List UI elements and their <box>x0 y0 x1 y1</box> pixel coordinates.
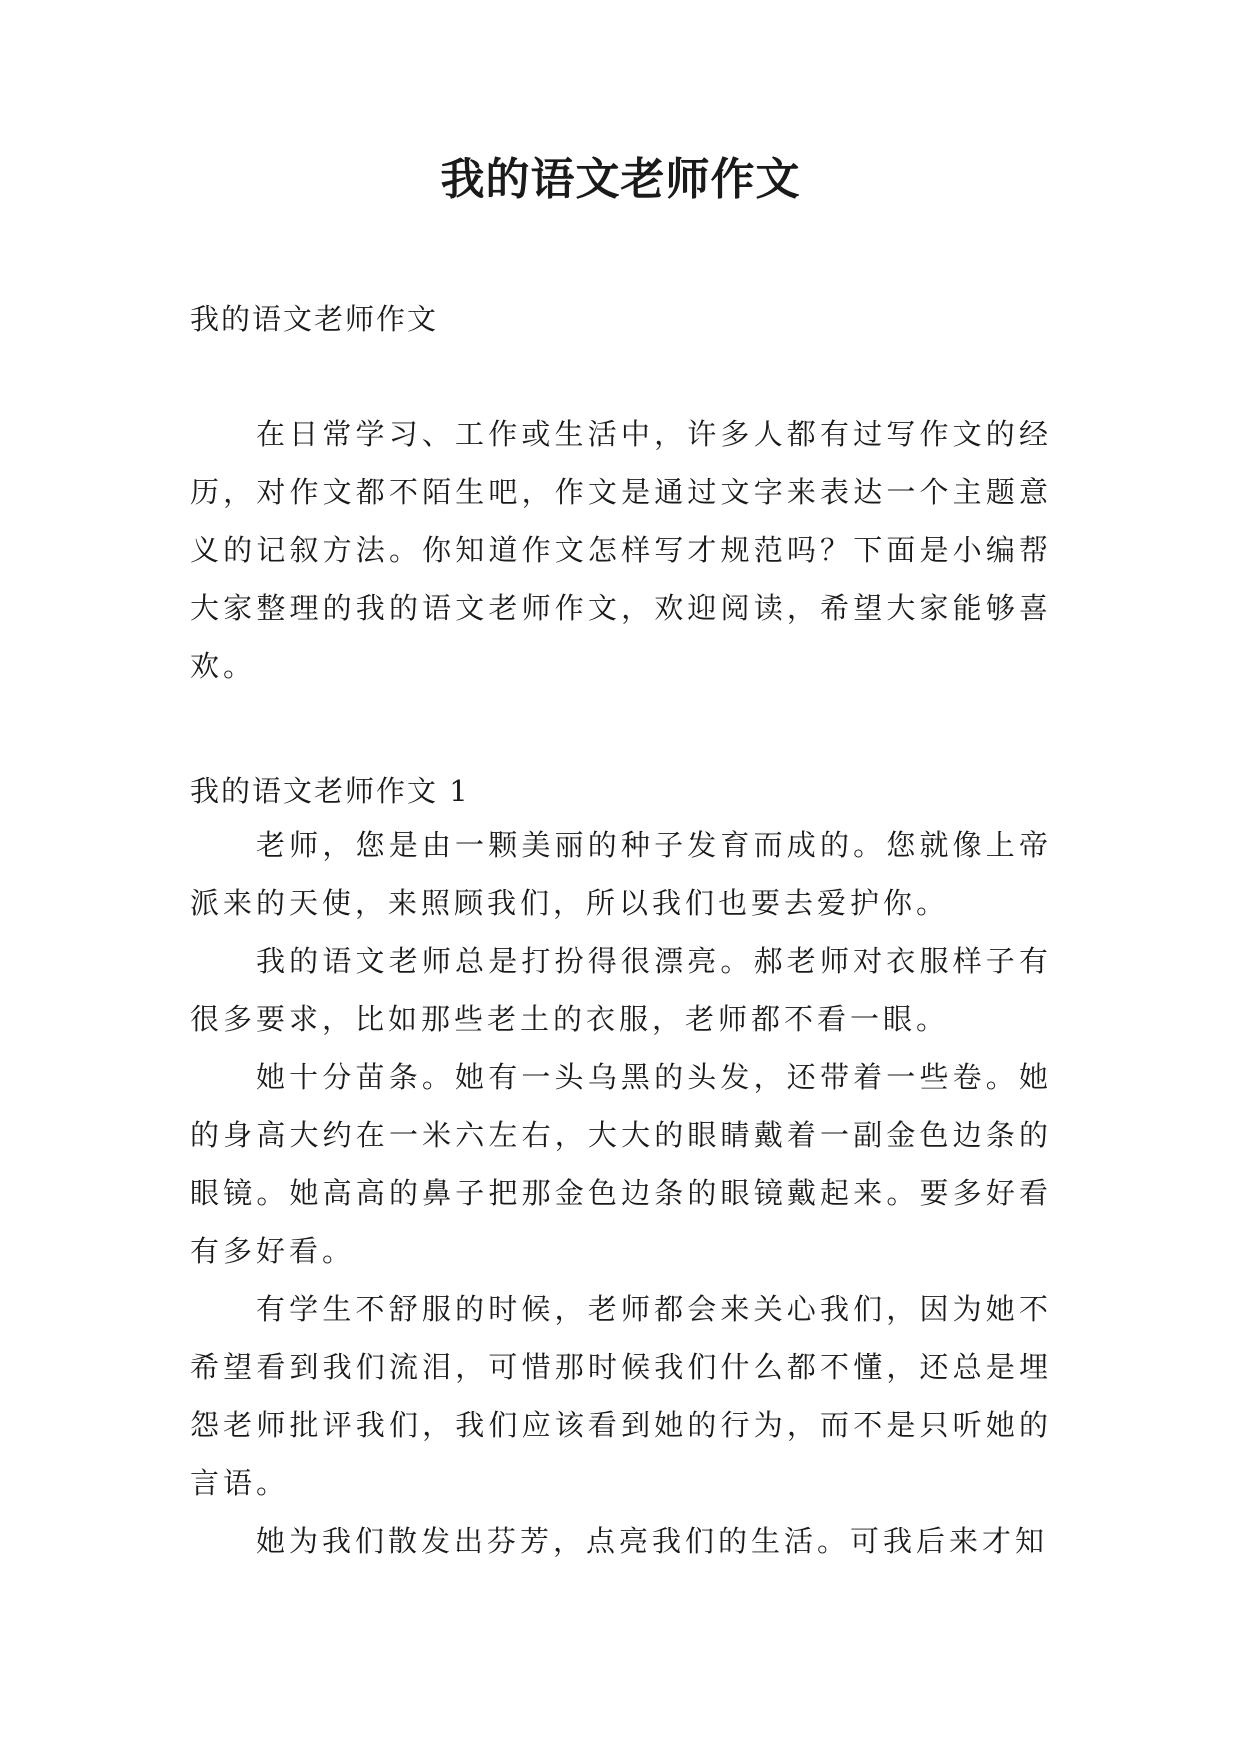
body-paragraph: 我的语文老师总是打扮得很漂亮。郝老师对衣服样子有很多要求，比如那些老土的衣服，老师都不看一眼。 <box>190 944 1052 1036</box>
body-paragraph: 她十分苗条。她有一头乌黑的头发，还带着一些卷。她的身高大约在一米六左右，大大的眼睛戴着一副金色边条的眼镜。她高高的鼻子把那金色边条的眼镜戴起来。要多好看有多好看。 <box>190 1060 1052 1268</box>
document-subtitle: 我的语文老师作文 <box>190 302 439 336</box>
document-title: 我的语文老师作文 <box>440 154 801 205</box>
body-paragraph: 有学生不舒服的时候，老师都会来关心我们，因为她不希望看到我们流泪，可惜那时候我们什么都不懂，还总是埋怨老师批评我们，我们应该看到她的行为，而不是只听她的言语。 <box>190 1292 1052 1500</box>
body-paragraph: 她为我们散发出芬芳，点亮我们的生活。可我后来才知 <box>256 1524 1049 1558</box>
intro-paragraph: 在日常学习、工作或生活中，许多人都有过写作文的经历，对作文都不陌生吧，作文是通过文字来表达一个主题意义的记叙方法。你知道作文怎样写才规范吗？下面是小编帮大家整理的我的语文老师作文，欢迎阅读，希望大家能够喜欢。 <box>190 417 1052 683</box>
body-paragraph: 老师，您是由一颗美丽的种子发育而成的。您就像上帝派来的天使，来照顾我们，所以我们也要去爱护你。 <box>190 828 1052 920</box>
section-heading: 我的语文老师作文 1 <box>190 774 470 808</box>
